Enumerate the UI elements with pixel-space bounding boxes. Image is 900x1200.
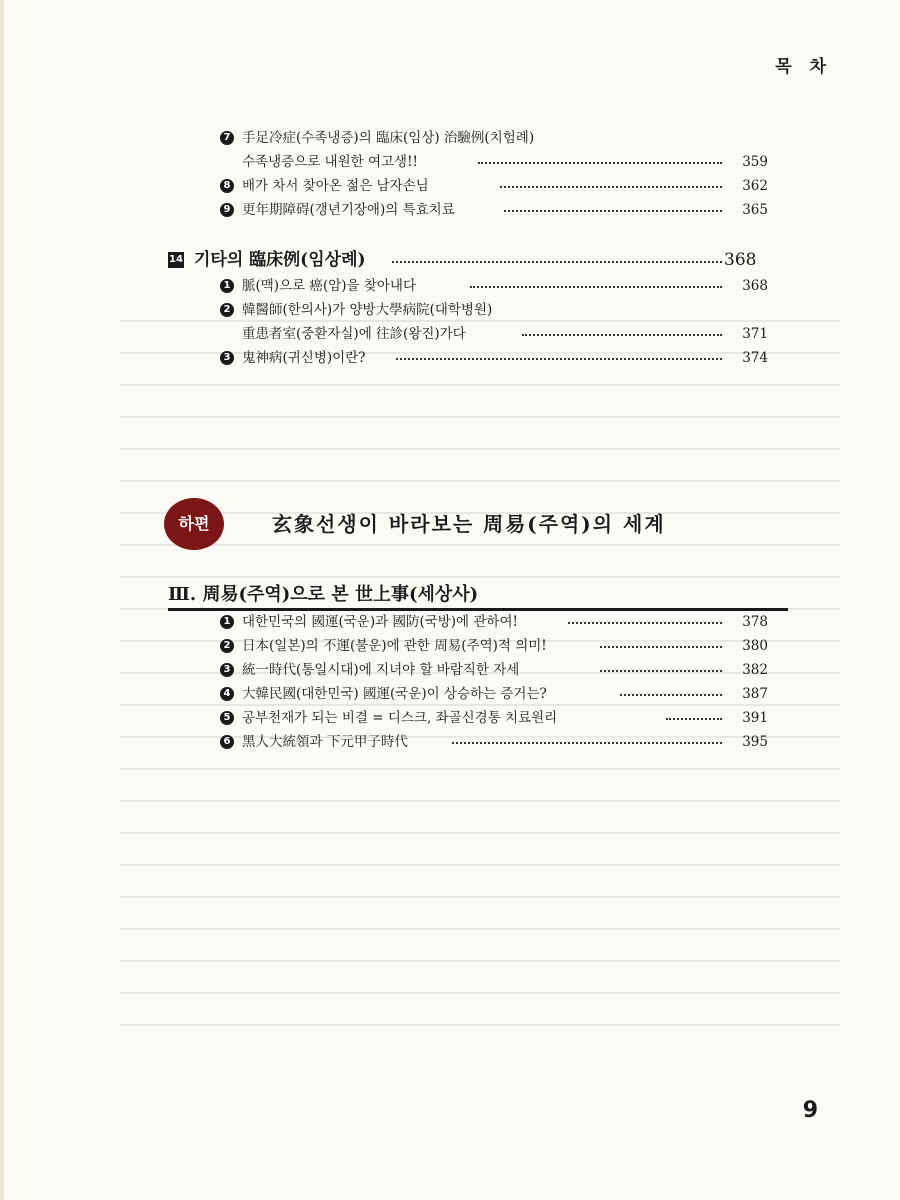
toc-entry[interactable] <box>0 274 900 298</box>
dot-leader <box>666 718 722 720</box>
toc-entry[interactable] <box>0 126 900 150</box>
entry-title: 鬼神病(귀신병)이란? <box>242 350 366 366</box>
entry-page: 395 <box>742 734 768 750</box>
section-page: 368 <box>724 250 757 270</box>
entry-title: 大韓民國(대한민국) 國運(국운)이 상승하는 증거는? <box>242 686 547 702</box>
entry-title: 공부천재가 되는 비결 = 디스크, 좌골신경통 치료원리 <box>242 710 558 726</box>
entry-page: 374 <box>742 350 768 366</box>
entry-number-badge: 4 <box>220 687 234 701</box>
toc-entry[interactable] <box>0 346 900 370</box>
dot-leader <box>478 162 722 164</box>
entry-number-badge: 3 <box>220 663 234 677</box>
toc-entry[interactable] <box>0 730 900 754</box>
part-title: 玄象선생이 바라보는 周易(주역)의 세계 <box>272 512 666 536</box>
toc-entry[interactable] <box>0 198 900 222</box>
entry-title: 重患者室(중환자실)에 往診(왕진)가다 <box>242 326 466 342</box>
entry-number-badge: 3 <box>220 351 234 365</box>
dot-leader <box>392 261 722 263</box>
dot-leader <box>600 670 722 672</box>
entry-title: 更年期障碍(갱년기장애)의 특효치료 <box>242 202 455 218</box>
entry-page: 359 <box>742 154 768 170</box>
toc-entry[interactable] <box>0 706 900 730</box>
entry-number-badge: 8 <box>220 179 234 193</box>
dot-leader <box>522 334 722 336</box>
entry-page: 365 <box>742 202 768 218</box>
entry-number-badge: 2 <box>220 639 234 653</box>
entry-number-badge: 5 <box>220 711 234 725</box>
entry-number-badge: 1 <box>220 615 234 629</box>
dot-leader <box>620 694 722 696</box>
entry-page: 391 <box>742 710 768 726</box>
entry-page: 362 <box>742 178 768 194</box>
entry-title: 韓醫師(한의사)가 양방大學病院(대학병원) <box>242 302 493 318</box>
chapter-heading[interactable]: Ⅲ. 周易(주역)으로 본 世上事(세상사) <box>168 584 479 605</box>
toc-entry[interactable] <box>0 174 900 198</box>
dot-leader <box>470 286 722 288</box>
entry-page: 378 <box>742 614 768 630</box>
entry-page: 368 <box>742 278 768 294</box>
entry-page: 387 <box>742 686 768 702</box>
entry-page: 371 <box>742 326 768 342</box>
toc-entry[interactable] <box>0 634 900 658</box>
dot-leader <box>452 742 722 744</box>
entry-title: 統一時代(통일시대)에 지녀야 할 바람직한 자세 <box>242 662 520 678</box>
toc-entry[interactable] <box>0 150 900 174</box>
entry-number-badge: 2 <box>220 303 234 317</box>
running-head: 목 차 <box>775 57 832 77</box>
section-number-box: 14 <box>168 252 184 268</box>
toc-entry[interactable] <box>0 322 900 346</box>
toc-entry[interactable] <box>0 658 900 682</box>
entry-number-badge: 9 <box>220 203 234 217</box>
toc-entry[interactable] <box>0 610 900 634</box>
toc-entry[interactable] <box>0 298 900 322</box>
page-number: 9 <box>802 1098 818 1123</box>
part-badge: 하편 <box>164 498 224 550</box>
entry-number-badge: 7 <box>220 131 234 145</box>
dot-leader <box>500 186 722 188</box>
entry-title: 黑人大統領과 下元甲子時代 <box>242 734 408 750</box>
entry-title: 대한민국의 國運(국운)과 國防(국방)에 관하여! <box>242 614 518 630</box>
entry-title: 배가 차서 찾아온 젊은 남자손님 <box>242 178 429 194</box>
toc-section-14[interactable] <box>0 246 900 274</box>
dot-leader <box>504 210 722 212</box>
dot-leader <box>396 358 722 360</box>
toc-entry[interactable] <box>0 682 900 706</box>
entry-number-badge: 6 <box>220 735 234 749</box>
section-title: 기타의 臨床例(임상례) <box>194 250 366 270</box>
entry-title: 日本(일본)의 不運(불운)에 관한 周易(주역)적 의미! <box>242 638 547 654</box>
dot-leader <box>568 622 722 624</box>
entry-title: 脈(맥)으로 癌(암)을 찾아내다 <box>242 278 417 294</box>
dot-leader <box>600 646 722 648</box>
entry-title: 手足冷症(수족냉증)의 臨床(임상) 治驗例(치험례) <box>242 130 535 146</box>
entry-title: 수족냉증으로 내원한 여고생!! <box>242 154 418 170</box>
entry-number-badge: 1 <box>220 279 234 293</box>
entry-page: 380 <box>742 638 768 654</box>
entry-page: 382 <box>742 662 768 678</box>
